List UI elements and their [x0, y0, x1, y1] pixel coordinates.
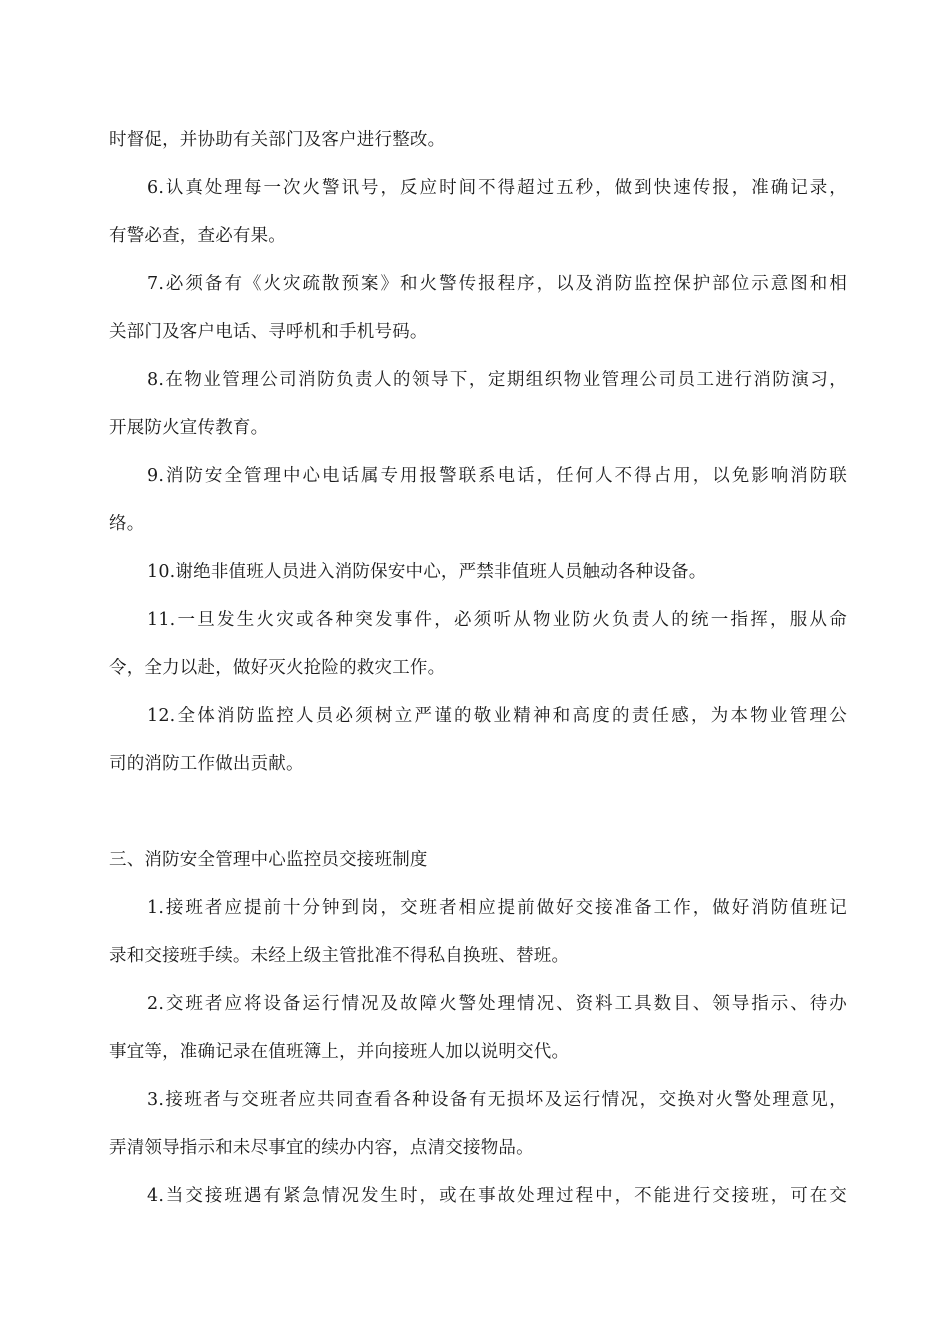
s3-item-4-line-1: 4.当交接班遇有紧急情况发生时，或在事故处理过程中，不能进行交接班，可在交	[147, 1186, 847, 1206]
item-7-line-1: 7.必须备有《火灾疏散预案》和火警传报程序，以及消防监控保护部位示意图和相	[147, 274, 847, 294]
item-11-line-2: 令，全力以赴，做好灭火抢险的救灾工作。	[109, 658, 446, 678]
continuation-text: 时督促，并协助有关部门及客户进行整改。	[109, 130, 446, 150]
item-11-line-1: 11.一旦发生火灾或各种突发事件，必须听从物业防火负责人的统一指挥，服从命	[147, 610, 847, 630]
item-7-line-2: 关部门及客户电话、寻呼机和手机号码。	[109, 322, 428, 342]
item-12-line-2: 司的消防工作做出贡献。	[109, 754, 304, 774]
s3-item-1-line-1: 1.接班者应提前十分钟到岗，交班者相应提前做好交接准备工作，做好消防值班记	[147, 898, 847, 918]
section-3-heading: 三、消防安全管理中心监控员交接班制度	[109, 850, 428, 870]
s3-item-3-line-2: 弄清领导指示和未尽事宜的续办内容，点清交接物品。	[109, 1138, 534, 1158]
item-10-line-1: 10.谢绝非值班人员进入消防保安中心，严禁非值班人员触动各种设备。	[147, 562, 707, 582]
item-8-line-1: 8.在物业管理公司消防负责人的领导下，定期组织物业管理公司员工进行消防演习，	[147, 370, 847, 390]
s3-item-2-line-2: 事宜等，准确记录在值班簿上，并向接班人加以说明交代。	[109, 1042, 570, 1062]
s3-item-2-line-1: 2.交班者应将设备运行情况及故障火警处理情况、资料工具数目、领导指示、待办	[147, 994, 847, 1014]
item-9-line-2: 络。	[109, 514, 145, 534]
s3-item-1-line-2: 录和交接班手续。未经上级主管批准不得私自换班、替班。	[109, 946, 570, 966]
item-6-line-2: 有警必查，查必有果。	[109, 226, 286, 246]
s3-item-3-line-1: 3.接班者与交班者应共同查看各种设备有无损坏及运行情况，交换对火警处理意见，	[147, 1090, 847, 1110]
item-12-line-1: 12.全体消防监控人员必须树立严谨的敬业精神和高度的责任感，为本物业管理公	[147, 706, 847, 726]
item-8-line-2: 开展防火宣传教育。	[109, 418, 269, 438]
item-6-line-1: 6.认真处理每一次火警讯号，反应时间不得超过五秒，做到快速传报，准确记录，	[147, 178, 847, 198]
item-9-line-1: 9.消防安全管理中心电话属专用报警联系电话，任何人不得占用，以免影响消防联	[147, 466, 847, 486]
